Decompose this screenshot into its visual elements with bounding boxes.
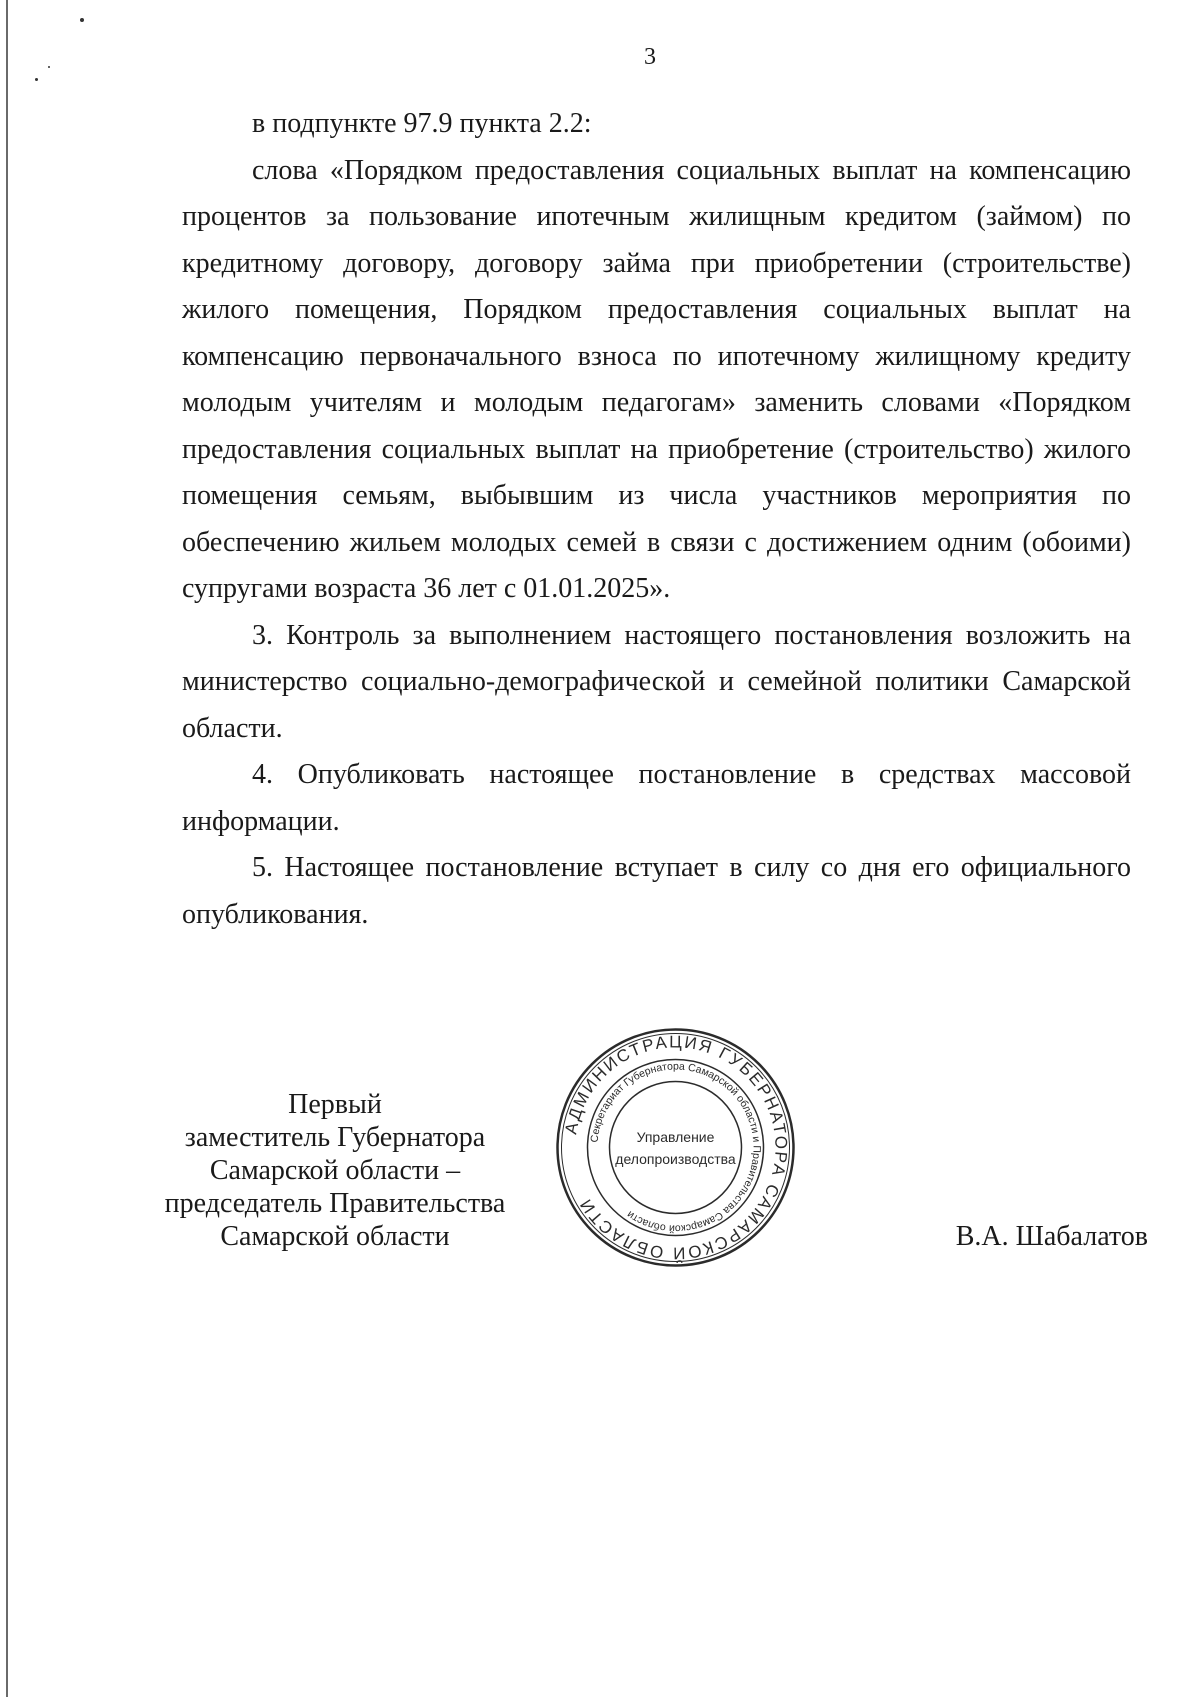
signatory-position-line: заместитель Губернатора: [184, 1122, 486, 1153]
signatory-position-line: Самарской области: [220, 1221, 450, 1252]
signatory-name: В.А. Шабалатов: [955, 1221, 1148, 1252]
official-stamp: [553, 1025, 798, 1270]
page-left-border: [6, 0, 8, 1697]
stamp-outer-text: АДМИНИСТРАЦИЯ ГУБЕРНАТОРА САМАРСКОЙ ОБЛАСТИ: [561, 1032, 791, 1263]
paragraph-item-4: 4. Опубликовать настоящее постановление в средствах массовой информации.: [182, 759, 1131, 837]
stamp-center-line: делопроизводства: [615, 1151, 736, 1167]
signatory-position-line: Самарской области –: [209, 1155, 461, 1186]
paragraph-replacement-words: слова «Порядком предоставления социальных выплат на компенсацию процентов за пользование ипотечным жилищным кредитом (займом) по кредитному договору, договору займа при приобретении (строительстве) жилого помещения, Порядком предоставления социальных выплат на компенсацию первоначального взноса по ипотечному жилищному кредиту молодым учителям и молодым педагогам» заменить словами «Порядком предоставления социальных выплат на приобретение (строительство) жилого помещения семьям, выбывшим из числа участников мероприятия по обеспечению жильем молодых семей в связи с достижением одним (обоими) супругами возраста 36 лет с 01.01.2025».: [182, 154, 1131, 604]
paragraph-subpoint: в подпункте 97.9 пункта 2.2:: [252, 108, 592, 139]
scan-speck: [80, 18, 84, 22]
page-number: 3: [644, 44, 656, 70]
stamp-center-line: Управление: [636, 1129, 715, 1145]
signatory-position-line: Первый: [288, 1089, 382, 1120]
paragraph-item-5: 5. Настоящее постановление вступает в силу со дня его официального опубликования.: [182, 852, 1131, 930]
stamp-inner-text: Секретариат Губернатора Самарской области и Правительства Самарской области: [588, 1060, 763, 1235]
document-body: [182, 101, 1131, 938]
signatory-position: [155, 1088, 515, 1253]
scan-speck: [35, 78, 38, 81]
paragraph-item-3: 3. Контроль за выполнением настоящего постановления возложить на министерство социально-демографической и семейной политики Самарской области.: [182, 619, 1131, 744]
signatory-position-line: председатель Правительства: [164, 1188, 506, 1219]
